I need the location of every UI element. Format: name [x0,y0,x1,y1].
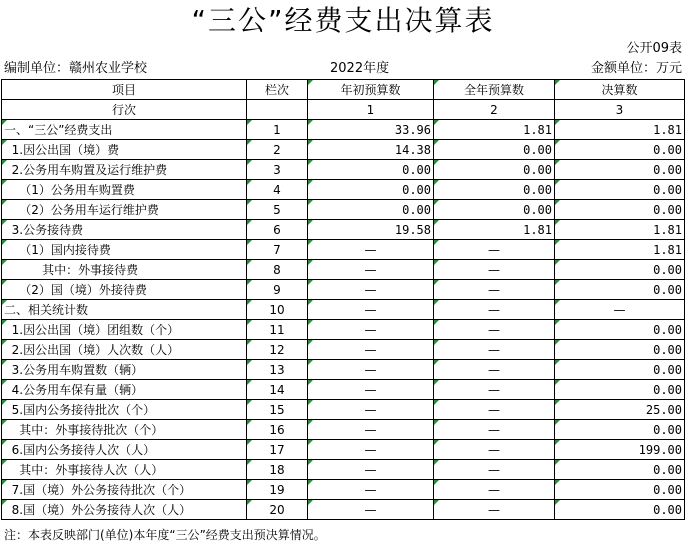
row-number: 17 [247,440,308,460]
row-label: 4.公务用车保有量（辆） [2,380,247,400]
row-final: 199.00 [555,440,685,460]
row-budget-initial: — [308,280,434,300]
row-number: 8 [247,260,308,280]
row-final: 25.00 [555,400,685,420]
row-number: 10 [247,300,308,320]
row-budget-full: — [434,420,555,440]
row-final: 1.81 [555,220,685,240]
index-row [2,100,685,120]
row-final: 0.00 [555,500,685,520]
row-number: 15 [247,400,308,420]
row-label: 8.国（境）外公务接待人次（人） [2,500,247,520]
row-budget-initial: — [308,400,434,420]
row-number: 12 [247,340,308,360]
row-label: 其中：外事接待人次（人） [2,460,247,480]
row-budget-initial: — [308,420,434,440]
year-label: 2022年度 [330,61,390,76]
footnote: 注：本表反映部门(单位)本年度“三公”经费支出预决算情况。 [4,528,326,542]
table-row [2,180,685,200]
row-final: 0.00 [555,140,685,160]
row-label: 3.公务接待费 [2,220,247,240]
row-label: 1.因公出国（境）费 [2,140,247,160]
row-budget-initial: — [308,240,434,260]
row-final: 0.00 [555,340,685,360]
row-budget-initial: — [308,440,434,460]
table-row [2,140,685,160]
table-row [2,280,685,300]
row-label: 6.国内公务接待人次（人） [2,440,247,460]
row-budget-initial: — [308,500,434,520]
expense-table [1,79,685,520]
row-budget-full: 0.00 [434,160,555,180]
row-budget-initial: — [308,300,434,320]
row-number: 16 [247,420,308,440]
row-final: 0.00 [555,420,685,440]
row-label: （2）公务用车运行维护费 [2,200,247,220]
row-label: 一、“三公”经费支出 [2,120,247,140]
row-number: 13 [247,360,308,380]
row-number: 19 [247,480,308,500]
row-budget-full: 0.00 [434,200,555,220]
row-budget-full: — [434,320,555,340]
row-number: 18 [247,460,308,480]
org-label: 编制单位：赣州农业学校 [4,61,148,76]
row-number: 3 [247,160,308,180]
row-number: 9 [247,280,308,300]
form-number: 公开09表 [626,41,682,56]
row-budget-full: 0.00 [434,140,555,160]
index-c2: 2 [434,100,555,120]
table-row [2,260,685,280]
row-budget-initial: — [308,460,434,480]
row-label: 2.公务用车购置及运行维护费 [2,160,247,180]
row-number: 2 [247,140,308,160]
row-number: 5 [247,200,308,220]
row-label: （2）国（境）外接待费 [2,280,247,300]
row-number: 4 [247,180,308,200]
row-budget-initial: 33.96 [308,120,434,140]
row-final: 0.00 [555,480,685,500]
row-label: （1）国内接待费 [2,240,247,260]
row-budget-initial: — [308,260,434,280]
row-label: 1.因公出国（境）团组数（个） [2,320,247,340]
row-budget-full: — [434,280,555,300]
row-budget-full: 1.81 [434,220,555,240]
unit-label: 金额单位：万元 [590,61,682,76]
row-budget-initial: 14.38 [308,140,434,160]
row-label: 其中：外事接待费 [2,260,247,280]
header-item: 项目 [2,80,247,100]
row-budget-full: — [434,440,555,460]
header-row [2,80,685,100]
row-number: 1 [247,120,308,140]
table-row [2,340,685,360]
row-budget-full: — [434,240,555,260]
row-final: 0.00 [555,160,685,180]
row-budget-full: — [434,360,555,380]
row-budget-initial: — [308,360,434,380]
row-budget-full: — [434,400,555,420]
header-final: 决算数 [555,80,685,100]
row-label: 5.国内公务接待批次（个） [2,400,247,420]
table-row [2,360,685,380]
row-final: 0.00 [555,460,685,480]
table-row [2,500,685,520]
table-row [2,200,685,220]
table-row [2,480,685,500]
row-budget-initial: 19.58 [308,220,434,240]
row-budget-full: 1.81 [434,120,555,140]
row-final: 0.00 [555,180,685,200]
row-budget-full: — [434,480,555,500]
row-number: 7 [247,240,308,260]
row-budget-initial: 0.00 [308,160,434,180]
row-budget-initial: — [308,480,434,500]
row-final: 0.00 [555,320,685,340]
header-budget-full: 全年预算数 [434,80,555,100]
row-budget-initial: — [308,380,434,400]
row-final: 0.00 [555,280,685,300]
row-budget-full: — [434,500,555,520]
row-final: 0.00 [555,200,685,220]
index-empty [247,100,308,120]
index-c1: 1 [308,100,434,120]
table-row [2,400,685,420]
table-row [2,220,685,240]
row-label: 3.公务用车购置数（辆） [2,360,247,380]
row-budget-initial: 0.00 [308,180,434,200]
header-col-no: 栏次 [247,80,308,100]
table-row [2,460,685,480]
row-budget-initial: — [308,320,434,340]
index-c3: 3 [555,100,685,120]
row-label: 2.因公出国（境）人次数（人） [2,340,247,360]
row-final: 0.00 [555,380,685,400]
row-final: 0.00 [555,260,685,280]
row-budget-full: — [434,380,555,400]
table-row [2,420,685,440]
row-budget-initial: — [308,340,434,360]
row-label: （1）公务用车购置费 [2,180,247,200]
row-budget-full: — [434,460,555,480]
row-label: 二、相关统计数 [2,300,247,320]
row-number: 14 [247,380,308,400]
table-row [2,320,685,340]
row-final: — [555,300,685,320]
table-row [2,440,685,460]
row-number: 20 [247,500,308,520]
row-label: 其中：外事接待批次（个） [2,420,247,440]
row-label: 7.国（境）外公务接待批次（个） [2,480,247,500]
table-row [2,380,685,400]
row-budget-full: 0.00 [434,180,555,200]
row-final: 0.00 [555,360,685,380]
index-label: 行次 [2,100,247,120]
table-row [2,300,685,320]
page-title: “三公”经费支出决算表 [191,4,495,37]
row-budget-full: — [434,260,555,280]
row-number: 11 [247,320,308,340]
header-budget-initial: 年初预算数 [308,80,434,100]
row-final: 1.81 [555,240,685,260]
row-budget-initial: 0.00 [308,200,434,220]
row-number: 6 [247,220,308,240]
table-row [2,120,685,140]
row-final: 1.81 [555,120,685,140]
table-row [2,160,685,180]
table-row [2,240,685,260]
row-budget-full: — [434,340,555,360]
row-budget-full: — [434,300,555,320]
